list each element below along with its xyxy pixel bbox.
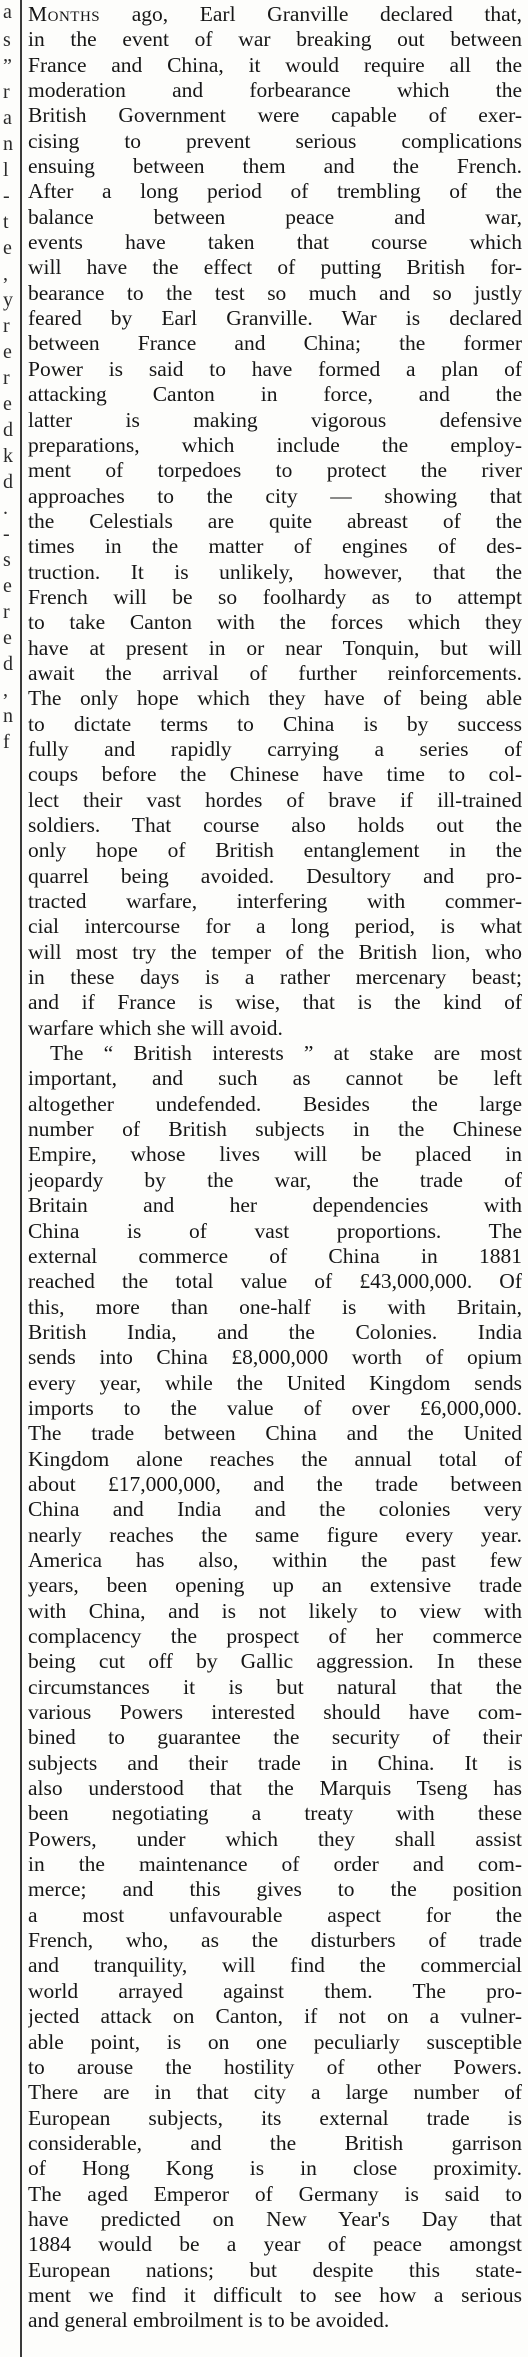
- text-line: and general embroilment is to be avoided.: [28, 2308, 390, 2333]
- text-line: China and India and the colonies very: [28, 1497, 522, 1522]
- text-line: in the maintenance of order and com-: [28, 1852, 522, 1877]
- text-line: After a long period of trembling of the: [28, 179, 522, 204]
- text-line: a most unfavourable aspect for the: [28, 1902, 522, 1927]
- margin-fragment: l: [3, 159, 9, 181]
- text-line: ment we find it difficult to see how a serious: [28, 2282, 522, 2307]
- text-line-rest: ago, Earl Granville declared that,: [100, 2, 522, 26]
- margin-fragment: -: [3, 185, 10, 207]
- text-line: merce; and this gives to the position: [28, 1877, 522, 1902]
- text-line: moderation and forbearance which the: [28, 78, 522, 103]
- text-line: altogether undefended. Besides the large: [28, 1091, 522, 1116]
- text-line: able point, is on one peculiarly susceptible: [28, 2029, 522, 2054]
- text-line: French, who, as the disturbers of trade: [28, 1928, 522, 1953]
- text-line: China is of vast proportions. The: [28, 1218, 522, 1243]
- text-line: Empire, whose lives will be placed in: [28, 1142, 522, 1167]
- text-line: considerable, and the British garrison: [28, 2130, 522, 2155]
- margin-fragment: e: [3, 575, 12, 597]
- text-line: events have taken that course which: [28, 230, 522, 255]
- text-line: times in the matter of engines of des-: [28, 534, 522, 559]
- text-line: tracted warfare, interfering with commer-: [28, 889, 522, 914]
- margin-fragment: y: [3, 289, 13, 311]
- text-line: European subjects, its external trade is: [28, 2105, 522, 2130]
- text-line: complacency the prospect of her commerce: [28, 1624, 522, 1648]
- text-line: British India, and the Colonies. India: [28, 1319, 522, 1344]
- text-line: this, more than one-half is with Britain,: [28, 1294, 522, 1319]
- text-line: years, been opening up an extensive trade: [28, 1573, 522, 1598]
- margin-fragment: ”: [3, 55, 12, 77]
- text-line: and if France is wise, that is the kind of: [28, 990, 522, 1015]
- text-line: the Celestials are quite abreast of the: [28, 508, 522, 533]
- margin-fragment: f: [3, 731, 10, 753]
- text-line: balance between peace and war,: [28, 204, 522, 229]
- paragraph-2: [28, 1041, 522, 2334]
- text-line: preparations, which include the employ-: [28, 432, 522, 457]
- text-line: reached the total value of £43,000,000. Of: [28, 1269, 522, 1294]
- text-line: jected attack on Canton, if not on a vulner-: [28, 2004, 522, 2029]
- text-line: The only hope which they have of being able: [28, 686, 522, 711]
- margin-fragment: d: [3, 471, 13, 493]
- article-body: [28, 2, 522, 2334]
- text-line: will have the effect of putting British for-: [28, 255, 522, 280]
- text-line: feared by Earl Granville. War is declared: [28, 306, 522, 331]
- text-line: important, and such as cannot be left: [28, 1066, 522, 1091]
- text-line: [28, 2, 522, 27]
- text-line: every year, while the United Kingdom sends: [28, 1370, 522, 1395]
- text-line: truction. It is unlikely, however, that the: [28, 559, 522, 584]
- text-line: world arrayed against them. The pro-: [28, 1978, 522, 2003]
- text-line: bined to guarantee the security of their: [28, 1725, 522, 1750]
- text-line: cising to prevent serious complications: [28, 128, 522, 153]
- text-line: There are in that city a large number of: [28, 2080, 522, 2105]
- text-line: European nations; but despite this state-: [28, 2257, 522, 2282]
- text-line: America has also, within the past few: [28, 1547, 522, 1572]
- text-line: imports to the value of over £6,000,000.: [28, 1395, 522, 1420]
- text-line: nearly reaches the same figure every year.: [28, 1522, 522, 1547]
- text-line: to dictate terms to China is by success: [28, 711, 522, 736]
- text-line: only hope of British entanglement in the: [28, 838, 522, 863]
- text-line: number of British subjects in the Chinese: [28, 1117, 522, 1142]
- text-line: attacking Canton in force, and the: [28, 382, 522, 407]
- margin-fragment: s: [3, 549, 11, 571]
- text-line: bearance to the test so much and so justly: [28, 280, 522, 305]
- margin-fragment: e: [3, 627, 12, 649]
- margin-fragment: d: [3, 653, 13, 675]
- lead-word: Months: [28, 2, 101, 26]
- margin-fragment: e: [3, 237, 12, 259]
- text-line: about £17,000,000, and the trade between: [28, 1471, 522, 1496]
- text-line: have predicted on New Year's Day that: [28, 2206, 522, 2231]
- text-line: circumstances it is but natural that the: [28, 1674, 522, 1699]
- text-line: to arouse the hostility of other Powers.: [28, 2054, 522, 2079]
- text-line: British Government were capable of exer-: [28, 103, 522, 128]
- text-line: also understood that the Marquis Tseng has: [28, 1776, 522, 1801]
- text-line: have at present in or near Tonquin, but will: [28, 635, 522, 660]
- text-line: latter is making vigorous defensive: [28, 407, 522, 432]
- text-line: Britain and her dependencies with: [28, 1193, 522, 1218]
- text-line: The trade between China and the United: [28, 1421, 522, 1446]
- text-line: Powers, under which they shall assist: [28, 1826, 522, 1851]
- margin-fragment: r: [3, 367, 10, 389]
- margin-fragment: e: [3, 341, 12, 363]
- margin-fragment: .: [3, 497, 8, 519]
- text-line: between France and China; the former: [28, 331, 522, 356]
- margin-fragment: ,: [3, 679, 8, 701]
- text-line: coups before the Chinese have time to col-: [28, 762, 522, 787]
- text-line: in the event of war breaking out between: [28, 27, 522, 52]
- text-line: ment of torpedoes to protect the river: [28, 458, 522, 483]
- left-margin-fragments: [0, 0, 16, 2357]
- margin-fragment: e: [3, 393, 12, 415]
- text-line: quarrel being avoided. Desultory and pro-: [28, 863, 522, 888]
- text-line: 1884 would be a year of peace amongst: [28, 2232, 522, 2257]
- text-line: lect their vast hordes of brave if ill-trained: [28, 787, 522, 812]
- text-line: The “ British interests ” at stake are most: [50, 1041, 522, 1066]
- column-rule: [20, 0, 22, 2357]
- margin-fragment: a: [3, 1, 12, 23]
- text-line: Power is said to have formed a plan of: [28, 356, 522, 381]
- text-line: in these days is a rather mercenary beast;: [28, 965, 522, 990]
- text-line: and tranquility, will find the commercial: [28, 1953, 522, 1978]
- margin-fragment: k: [3, 445, 13, 467]
- text-line: been negotiating a treaty with these: [28, 1801, 522, 1826]
- text-line: subjects and their trade in China. It is: [28, 1750, 522, 1775]
- margin-fragment: ,: [3, 263, 8, 285]
- text-line: soldiers. That course also holds out the: [28, 813, 522, 837]
- text-line: cial intercourse for a long period, is what: [28, 914, 522, 939]
- text-line: France and China, it would require all the: [28, 52, 522, 77]
- margin-fragment: t: [3, 211, 9, 233]
- text-line: approaches to the city — showing that: [28, 483, 522, 508]
- text-line: with China, and is not likely to view with: [28, 1598, 522, 1623]
- text-line: The aged Emperor of Germany is said to: [28, 2181, 522, 2206]
- margin-fragment: a: [3, 107, 12, 129]
- margin-fragment: r: [3, 601, 10, 623]
- margin-fragment: -: [3, 523, 10, 545]
- text-line: will most try the temper of the British lion, who: [28, 939, 522, 964]
- text-line: to take Canton with the forces which they: [28, 610, 522, 635]
- margin-fragment: n: [3, 133, 13, 155]
- text-line: being cut off by Gallic aggression. In these: [28, 1649, 522, 1674]
- margin-fragment: d: [3, 419, 13, 441]
- margin-fragment: s: [3, 29, 11, 51]
- margin-fragment: r: [3, 315, 10, 337]
- text-line: fully and rapidly carrying a series of: [28, 736, 522, 761]
- text-line: French will be so foolhardy as to attempt: [28, 584, 522, 609]
- text-line: warfare which she will avoid.: [28, 1015, 283, 1040]
- text-line: external commerce of China in 1881: [28, 1243, 522, 1268]
- margin-fragment: n: [3, 705, 13, 727]
- text-line: jeopardy by the war, the trade of: [28, 1167, 522, 1192]
- text-line: ensuing between them and the French.: [28, 154, 522, 179]
- text-line: await the arrival of further reinforcements.: [28, 660, 522, 685]
- text-line: various Powers interested should have com-: [28, 1700, 522, 1725]
- text-line: Kingdom alone reaches the annual total of: [28, 1446, 522, 1471]
- margin-fragment: r: [3, 81, 10, 103]
- paragraph-1: [28, 2, 522, 1041]
- text-line: sends into China £8,000,000 worth of opium: [28, 1345, 522, 1370]
- text-line: of Hong Kong is in close proximity.: [28, 2156, 522, 2181]
